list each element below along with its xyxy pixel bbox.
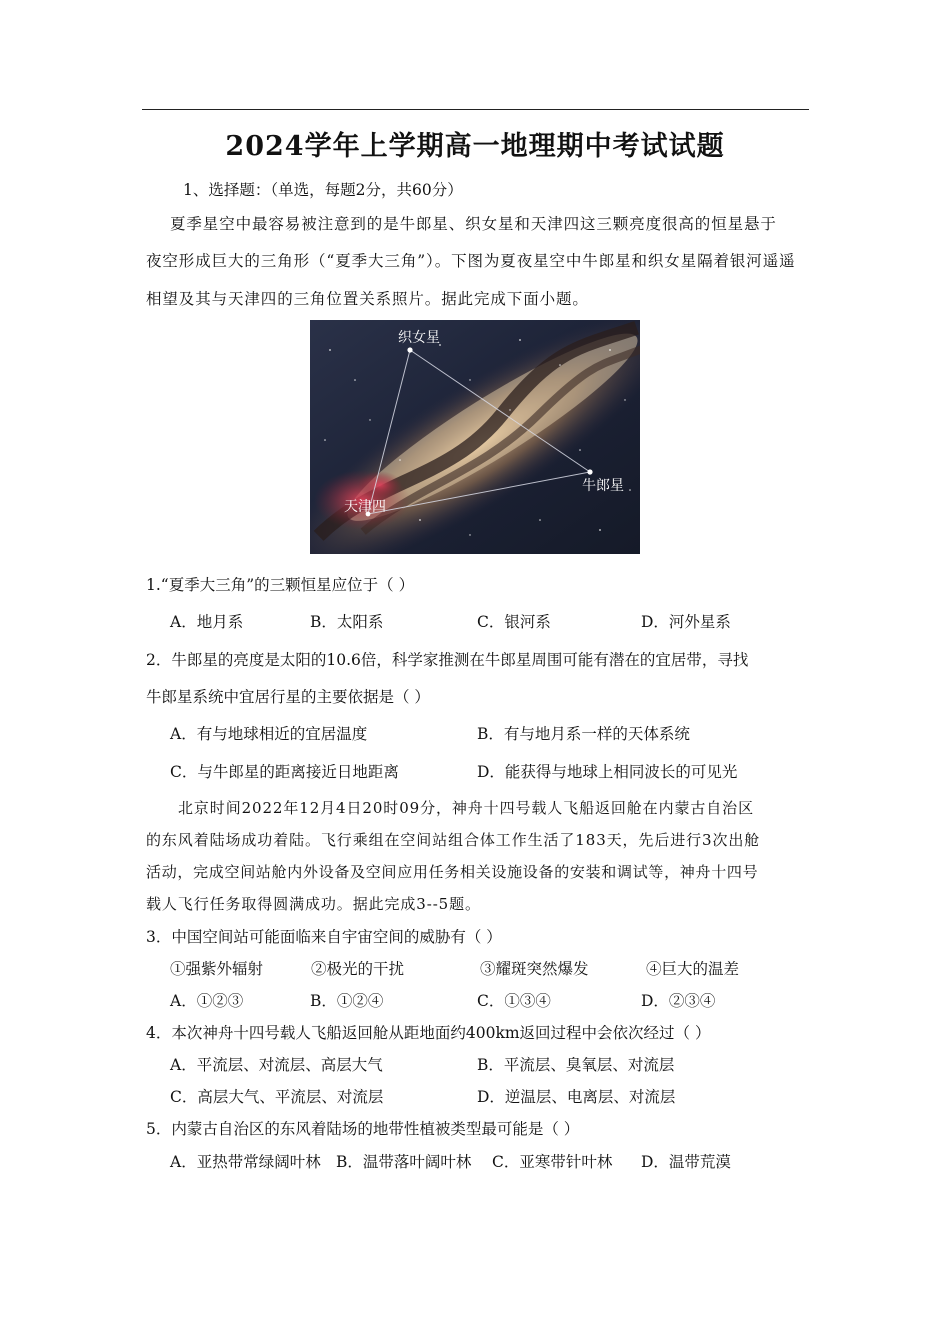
q1-option-a: A．地月系 (170, 613, 244, 631)
page-title: 2024学年上学期高一地理期中考试试题 (225, 131, 725, 162)
vega-star (407, 347, 412, 352)
q1-option-d: D．河外星系 (641, 613, 731, 631)
intro1-line3: 相望及其与天津四的三角位置关系照片。据此完成下面小题。 (146, 290, 589, 308)
q4-option-a: A．平流层、对流层、高层大气 (170, 1056, 383, 1074)
q4-option-b: B．平流层、臭氧层、对流层 (477, 1056, 675, 1074)
q4-stem: 4．本次神舟十四号载人飞船返回舱从距地面约400km返回过程中会依次经过（ ） (146, 1024, 711, 1042)
intro2-line1: 北京时间2022年12月4日20时09分，神舟十四号载人飞船返回舱在内蒙古自治区 (178, 799, 754, 817)
section-heading: 1、选择题：（单选，每题2分，共60分） (183, 181, 463, 199)
q5-stem: 5．内蒙古自治区的东风着陆场的地带性植被类型最可能是（ ） (146, 1120, 580, 1138)
q5-option-b: B．温带落叶阔叶林 (336, 1153, 472, 1171)
q2-option-d: D．能获得与地球上相同波长的可见光 (477, 763, 738, 781)
header-rule (142, 109, 809, 110)
q2-option-a: A．有与地球相近的宜居温度 (170, 725, 368, 743)
altair-label: 牛郎星 (582, 478, 624, 494)
q1-stem: 1.“夏季大三角”的三颗恒星应位于（ ） (146, 576, 415, 594)
q3-option-a: A．①②③ (170, 992, 244, 1010)
altair-star (587, 469, 592, 474)
q4-option-d: D．逆温层、电离层、对流层 (477, 1088, 676, 1106)
q3-stem: 3．中国空间站可能面临来自宇宙空间的威胁有（ ） (146, 928, 502, 946)
intro1-line2: 夜空形成巨大的三角形（“夏季大三角”）。下图为夏夜星空中牛郎星和织女星隔着银河遥遥 (146, 252, 796, 270)
intro2-line3: 活动，完成空间站舱内外设备及空间应用任务相关设施设备的安装和调试等，神舟十四号 (146, 863, 759, 881)
deneb-label: 天津四 (344, 499, 386, 515)
q3-option-c: C．①③④ (477, 992, 551, 1010)
q2-option-b: B．有与地月系一样的天体系统 (477, 725, 690, 743)
q5-option-d: D．温带荒漠 (641, 1153, 731, 1171)
q3-item-3: ③耀斑突然爆发 (480, 960, 589, 978)
q2-stem-line1: 2．牛郎星的亮度是太阳的10.6倍，科学家推测在牛郎星周围可能有潜在的宜居带，寻找 (146, 651, 749, 669)
q1-option-b: B．太阳系 (310, 613, 384, 631)
q2-option-c: C．与牛郎星的距离接近日地距离 (170, 763, 399, 781)
q3-option-b: B．①②④ (310, 992, 384, 1010)
intro2-line2: 的东风着陆场成功着陆。飞行乘组在空间站组合体工作生活了183天，先后进行3次出舱 (146, 831, 761, 849)
q3-item-1: ①强紫外辐射 (170, 960, 264, 978)
q4-option-c: C．高层大气、平流层、对流层 (170, 1088, 384, 1106)
q2-stem-line2: 牛郎星系统中宜居行星的主要依据是（ ） (146, 688, 430, 706)
q3-option-d: D．②③④ (641, 992, 716, 1010)
vega-label: 织女星 (398, 330, 440, 346)
intro2-line4: 载人飞行任务取得圆满成功。据此完成3--5题。 (146, 895, 481, 913)
intro1-line1: 夏季星空中最容易被注意到的是牛郎星、织女星和天津四这三颗亮度很高的恒星悬于 (170, 215, 777, 233)
summer-triangle-photo (310, 320, 640, 554)
q3-item-2: ②极光的干扰 (311, 960, 405, 978)
q1-option-c: C．银河系 (477, 613, 551, 631)
q5-option-a: A．亚热带常绿阔叶林 (170, 1153, 321, 1171)
q5-option-c: C．亚寒带针叶林 (492, 1153, 613, 1171)
q3-item-4: ④巨大的温差 (646, 960, 740, 978)
